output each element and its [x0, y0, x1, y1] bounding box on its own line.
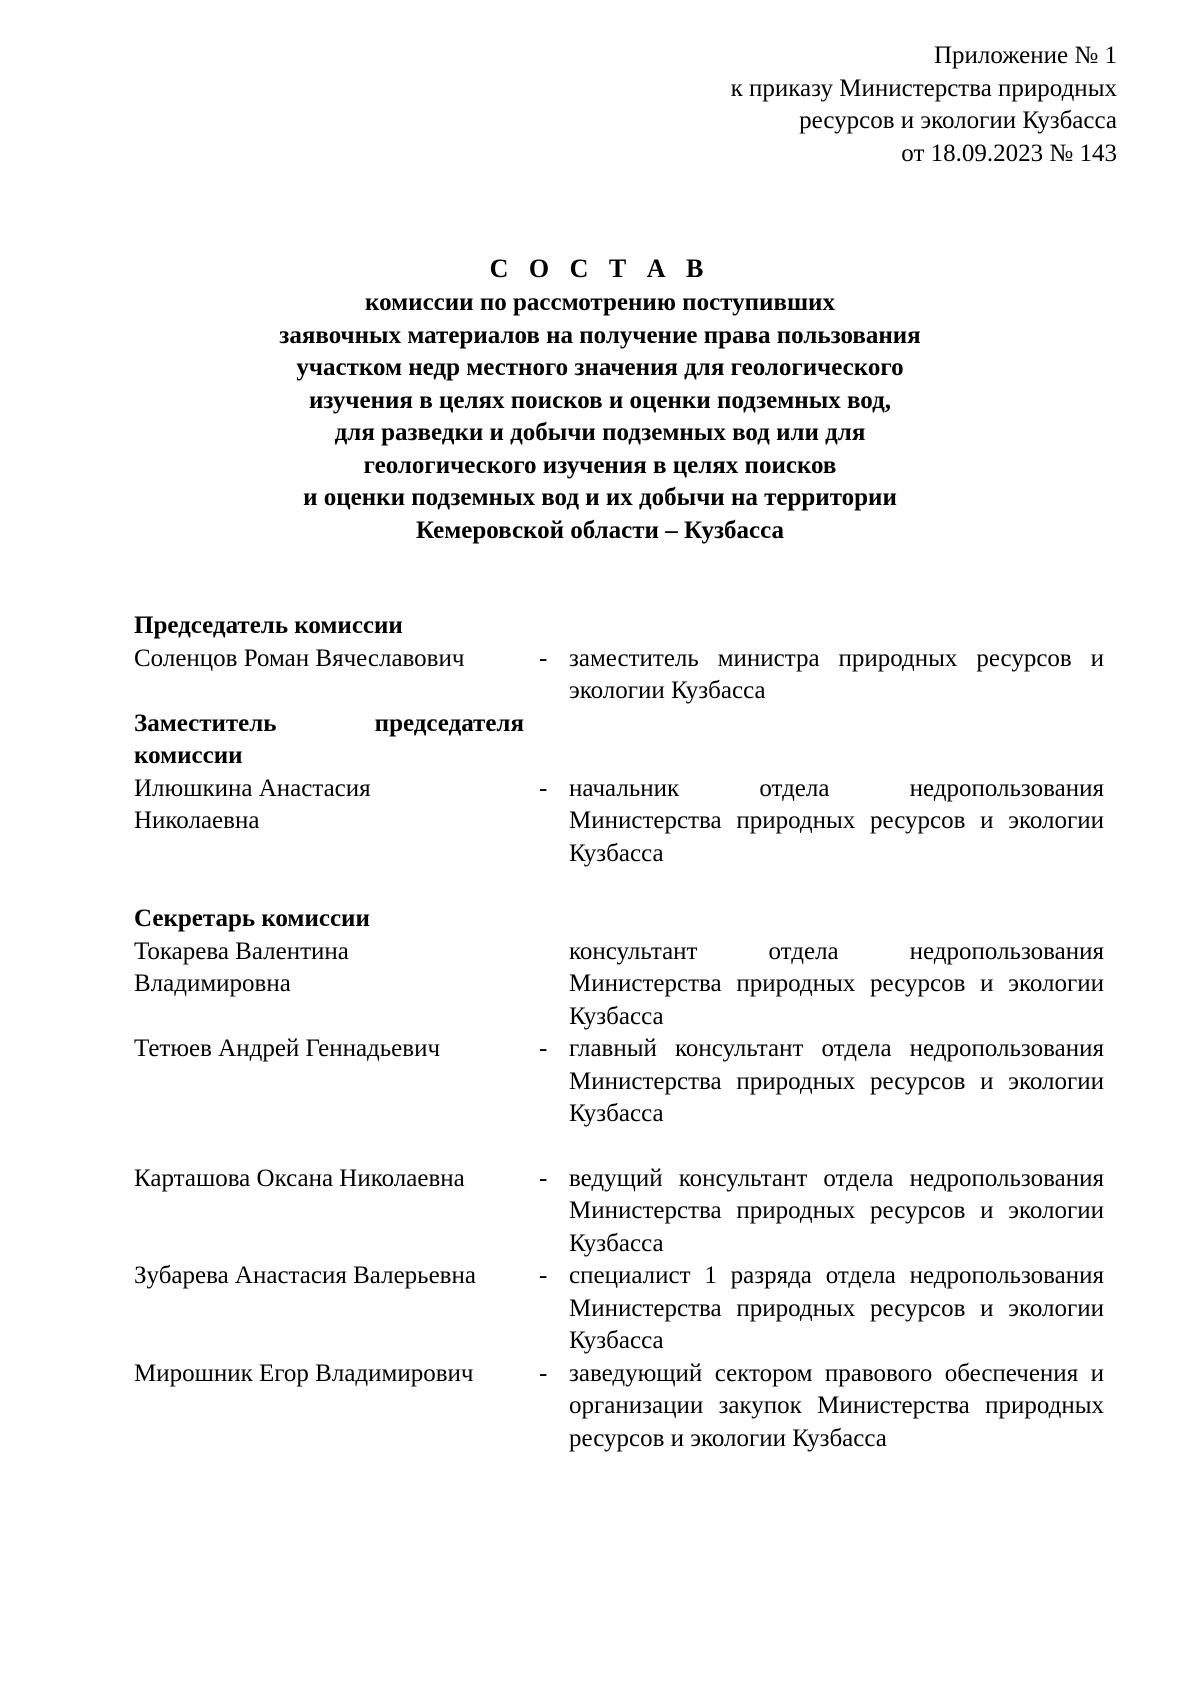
- title-line: и оценки подземных вод и их добычи на территории: [303, 484, 897, 511]
- deputy-heading-line: комиссии: [134, 742, 243, 769]
- secretary-heading: Секретарь комиссии: [134, 905, 370, 932]
- member-name: Соленцов Роман Вячеславович: [134, 644, 465, 672]
- commission-members: [134, 610, 1104, 1455]
- member-row: [134, 773, 1104, 871]
- member-name: Тетюев Андрей Геннадьевич: [134, 1035, 441, 1062]
- member-position: заместитель министра природных ресурсов и экологии Кузбасса: [569, 644, 1104, 704]
- member-name: Мирошник Егор Владимирович: [134, 1359, 474, 1387]
- deputy-heading-line: Заместитель председателя: [134, 709, 524, 737]
- member-row: [134, 1163, 1104, 1261]
- member-row: [134, 643, 1104, 708]
- appendix-order-ref: к приказу Министерства природных: [730, 74, 1117, 102]
- member-dash: -: [539, 1359, 548, 1387]
- title-main: С О С Т А В: [489, 254, 711, 283]
- member-position: специалист 1 разряда отдела недропользования Министерства природных ресурсов и экологии Кузбасса: [569, 1262, 1104, 1354]
- chair-heading: Председатель комиссии: [134, 612, 403, 639]
- member-position: заведующий сектором правового обеспечения и организации закупок Министерства природных ресурсов и экологии Кузбасса: [569, 1359, 1104, 1452]
- spacer: [134, 1131, 1104, 1163]
- appendix-ministry: ресурсов и экологии Кузбасса: [799, 107, 1117, 134]
- member-name: Зубарева Анастасия Валерьевна: [134, 1262, 476, 1289]
- member-dash: -: [539, 1035, 548, 1062]
- deputy-heading: [134, 708, 524, 773]
- title-line: заявочных материалов на получение права пользования: [279, 321, 921, 349]
- appendix-header: [731, 40, 1117, 170]
- title-line: участком недр местного значения для геологического: [296, 354, 904, 381]
- member-name: Карташова Оксана Николаевна: [134, 1164, 465, 1192]
- title-line: для разведки и добычи подземных вод или для: [334, 419, 866, 446]
- member-position: консультант отдела недропользования Министерства природных ресурсов и экологии Кузбасса: [569, 937, 1104, 1030]
- member-name: Илюшкина Анастасия Николаевна: [134, 774, 371, 834]
- member-dash: -: [539, 644, 548, 672]
- member-position: главный консультант отдела недропользования Министерства природных ресурсов и экологии Кузбасса: [569, 1035, 1104, 1127]
- member-dash: -: [539, 1164, 548, 1192]
- member-dash: -: [539, 774, 548, 802]
- member-row: [134, 1260, 1104, 1358]
- title-line: геологического изучения в целях поисков: [363, 451, 837, 479]
- title-line: комиссии по рассмотрению поступивших: [365, 289, 835, 316]
- member-position: ведущий консультант отдела недропользования Министерства природных ресурсов и экологии Кузбасса: [569, 1164, 1104, 1257]
- member-row: [134, 1358, 1104, 1456]
- title-line: Кемеровской области – Кузбасса: [415, 516, 785, 544]
- appendix-number: Приложение № 1: [933, 42, 1117, 69]
- member-row: [134, 936, 1104, 1034]
- member-row: [134, 1033, 1104, 1131]
- document-title: [0, 252, 1200, 547]
- title-line: изучения в целях поисков и оценки подземных вод,: [309, 386, 891, 414]
- member-dash: -: [539, 1262, 548, 1289]
- spacer: [134, 870, 1104, 903]
- member-position: начальник отдела недропользования Министерства природных ресурсов и экологии Кузбасса: [569, 774, 1104, 867]
- member-name: Токарева Валентина Владимировна: [134, 937, 349, 997]
- appendix-date: от 18.09.2023 № 143: [901, 139, 1117, 167]
